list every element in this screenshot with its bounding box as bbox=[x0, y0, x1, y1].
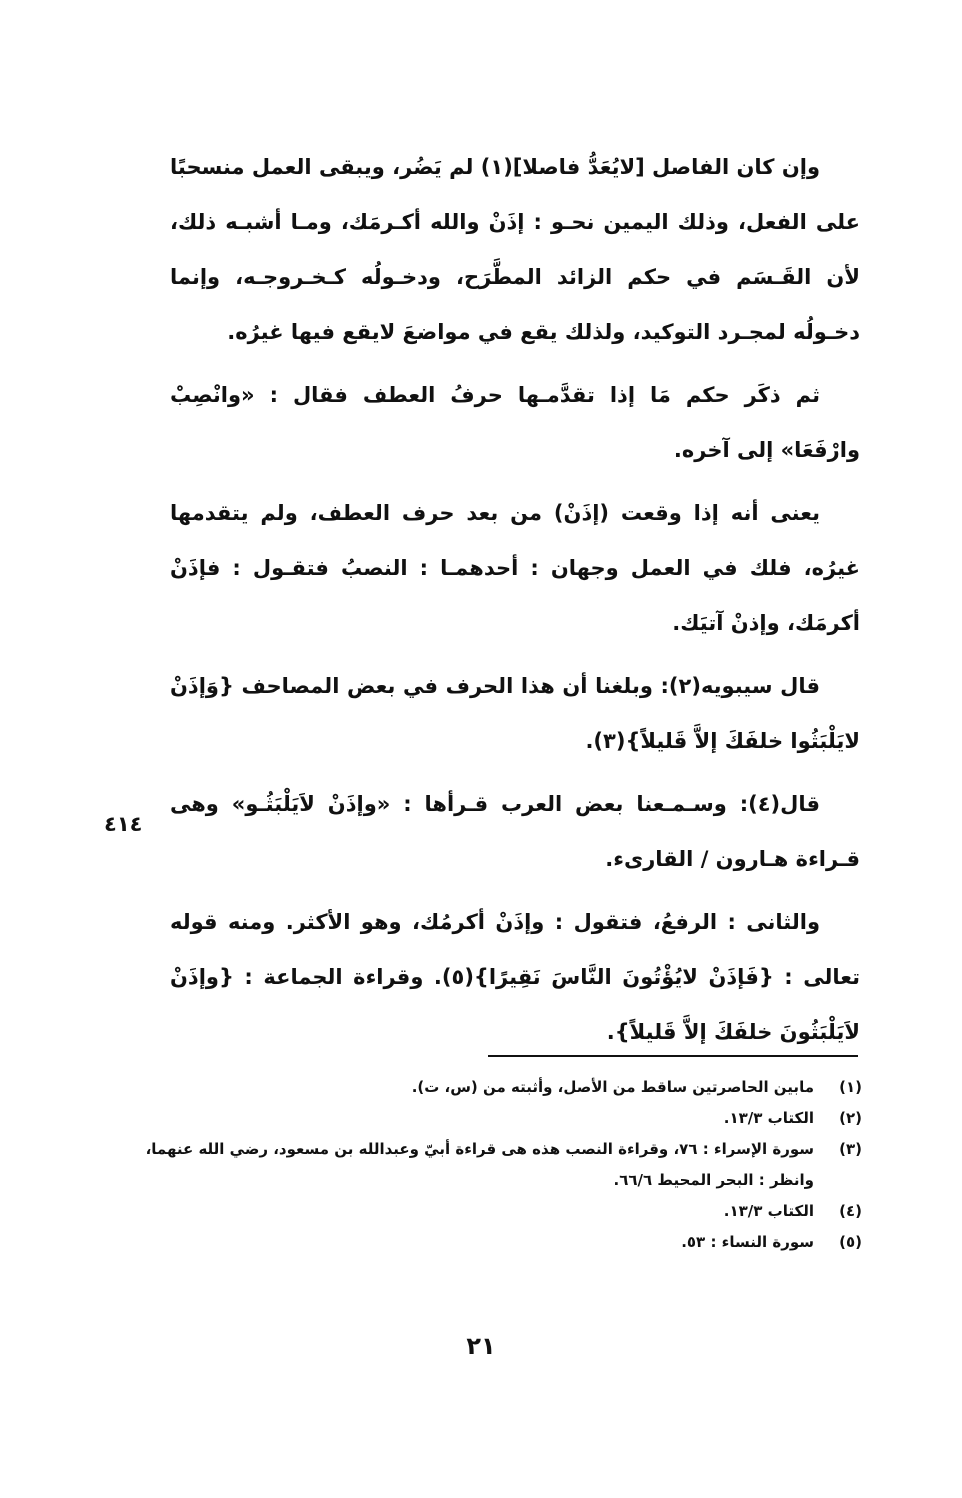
paragraph-1: وإن كان الفاصل [لايُعَدُّ فاصلا](١) لم يَضُر، ويبقى العمل منسحبًا على الفعل، وذلك اليمين نحـو : إذَنْ والله أكـرمَك، ومـا أشبـه ذلك، لأن القَـسَم في حكم الزائد المطَّرَح، ودخـولُه كـخـروجـه، وإنما دخـولُه لمجـرد التوكيد، ولذلك يقع في مواضعَ لايقع فيها غيرُه. bbox=[170, 155, 860, 344]
footnote-text: سورة النساء : ٥٣. bbox=[681, 1233, 814, 1251]
footnote-text: الكتاب ١٣/٣. bbox=[723, 1109, 814, 1127]
footnote-item bbox=[110, 1134, 862, 1196]
footnote-item bbox=[110, 1196, 862, 1227]
footnote-text: سورة الإسراء : ٧٦، وقراءة النصب هذه هى قراءة أبيّ وعبدالله بن مسعود، رضي الله عنهما، وانظر : البحر المحيط ٦٦/٦. bbox=[145, 1140, 814, 1189]
main-text bbox=[170, 140, 860, 1068]
paragraph-3: يعنى أنه إذا وقعت (إذَنْ) من بعد حرف العطف، ولم يتقدمها غيرُه، فلك في العمل وجهان : أحدهمـا : النصبُ فتقـول : فإذَنْ أكرمَك، وإذنْ آتيَك. bbox=[170, 501, 860, 635]
footnote-number: (١) bbox=[839, 1078, 862, 1096]
page-number: ٢١ bbox=[466, 1332, 496, 1360]
margin-page-reference: ٤١٤ bbox=[104, 812, 143, 836]
paragraph-6: والثانى : الرفعُ، فتقول : وإذَنْ أكرمُك، وهو الأكثر. ومنه قوله تعالى : {فَإذَنْ لايُؤْتُونَ النَّاسَ نَقِيرًا}(٥). وقراءة الجماعة : {وإذَنْ لاَيَلْبَثُونَ خلفَكَ إلاَّ قَليلاً}. bbox=[170, 910, 860, 1044]
footnote-item bbox=[110, 1072, 862, 1103]
footnote-number: (٣) bbox=[839, 1140, 862, 1158]
footnote-item bbox=[110, 1103, 862, 1134]
footnote-text: مابين الحاصرتين ساقط من الأصل، وأثبته من (س، ت). bbox=[411, 1078, 814, 1096]
paragraph-5: قال(٤): وسـمـعنا بعض العرب قـرأها : «وإذَنْ لاَيَلْبَثُـو» وهى قـراءة هـارون / القارىء. bbox=[170, 792, 860, 871]
paragraph-4: قال سيبويه(٢): وبلغنا أن هذا الحرف في بعض المصاحف {وَإذَنْ لايَلْبَثُوا خلفَكَ إلاَّ قَليلاً}(٣). bbox=[170, 674, 860, 753]
paragraph-2: ثم ذكَر حكم مَا إذا تقدَّمـها حرفُ العطف فقال : «وانْصِبْ وارْفَعَا» إلى آخره. bbox=[170, 383, 860, 462]
footnote-item bbox=[110, 1227, 862, 1258]
footnote-separator bbox=[488, 1055, 858, 1057]
footnote-number: (٥) bbox=[839, 1233, 862, 1251]
footnotes bbox=[110, 1072, 862, 1258]
footnote-number: (٢) bbox=[839, 1109, 862, 1127]
footnote-number: (٤) bbox=[839, 1202, 862, 1220]
footnote-text: الكتاب ١٣/٣. bbox=[723, 1202, 814, 1220]
